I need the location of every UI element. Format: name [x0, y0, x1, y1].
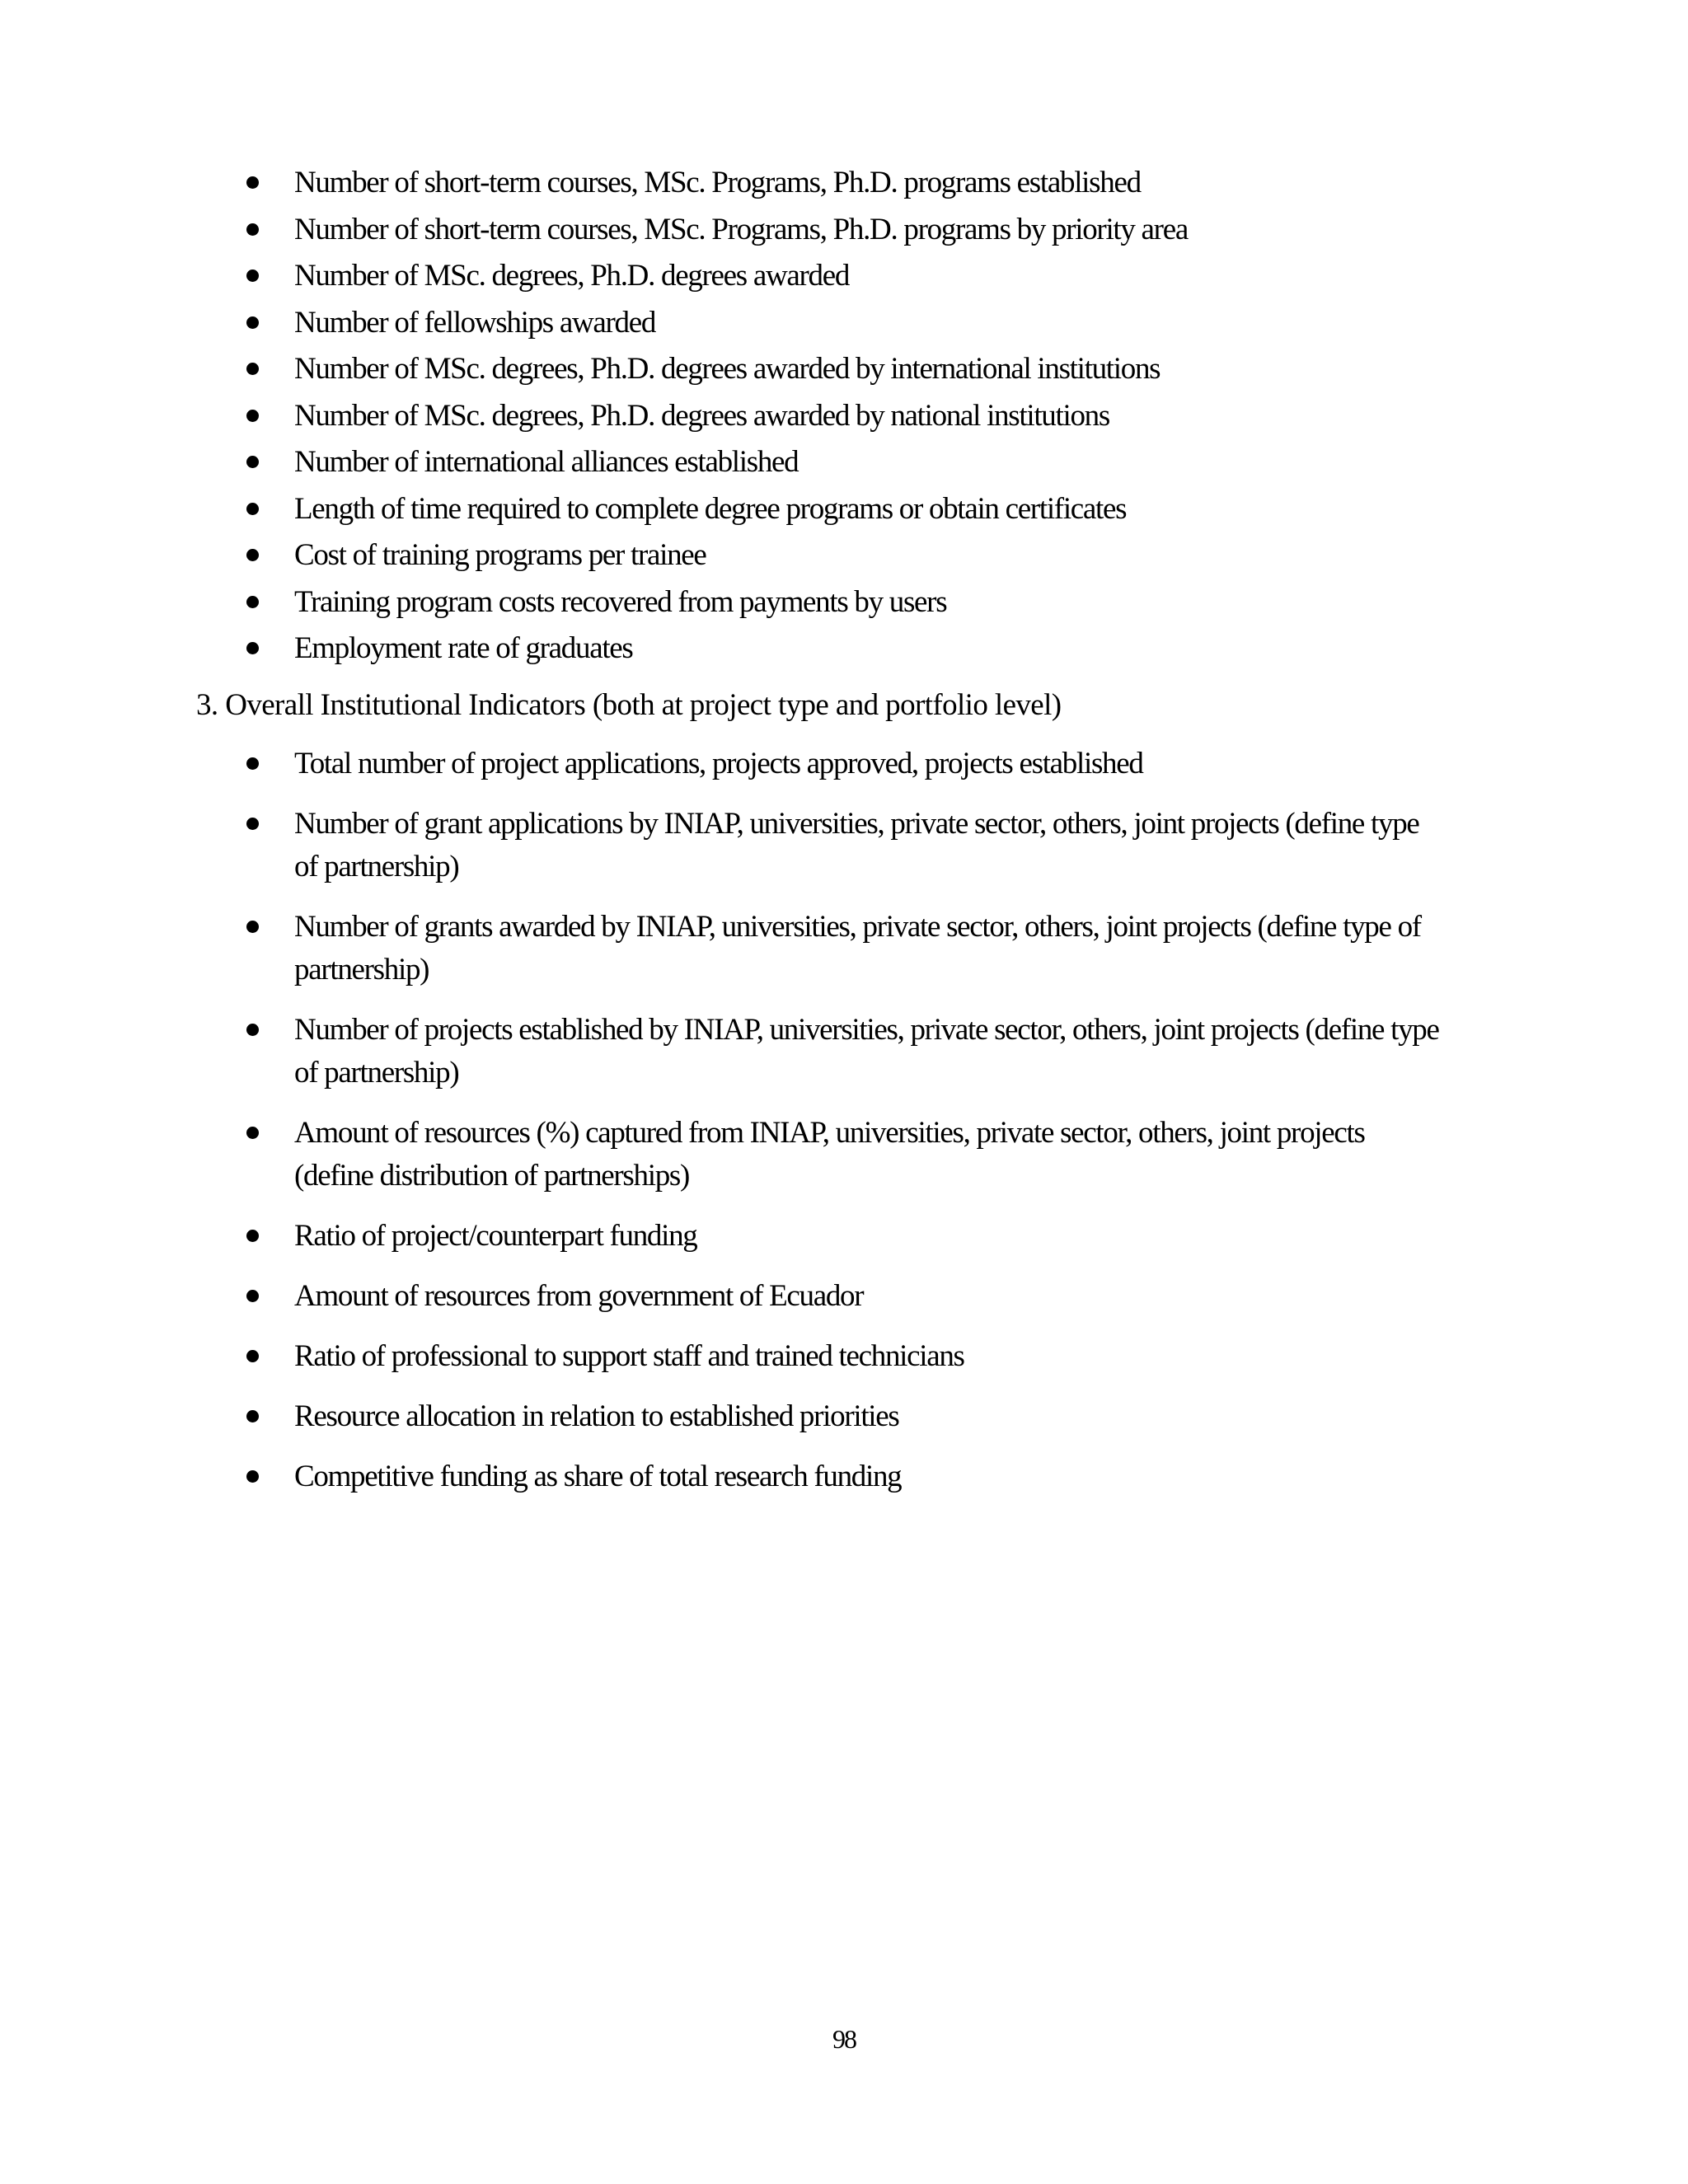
list-item-text: Number of projects established by INIAP, universities, private sector, others, joint projects (define type of partnership): [294, 1013, 1439, 1090]
list-item-text: Number of grant applications by INIAP, universities, private sector, others, joint projects (define type of partnership): [294, 807, 1419, 883]
list-item-text: Number of short-term courses, MSc. Programs, Ph.D. programs established: [294, 166, 1141, 199]
list-item: [0, 1009, 1688, 1094]
bullet-icon: [246, 1230, 259, 1242]
list-item-text: Number of MSc. degrees, Ph.D. degrees awarded: [294, 259, 850, 293]
list-item-text: Number of short-term courses, MSc. Programs, Ph.D. programs by priority area: [294, 212, 1188, 246]
bullet-icon: [246, 642, 259, 654]
section-heading: 3. Overall Institutional Indicators (both at project type and portfolio level): [196, 688, 1062, 722]
bullet-icon: [246, 503, 259, 515]
bullet-icon: [246, 1127, 259, 1139]
list-item-text: Number of MSc. degrees, Ph.D. degrees awarded by national institutions: [294, 398, 1109, 433]
list-item: [0, 1215, 1688, 1258]
list-item: [0, 488, 1688, 535]
list-item-text: Competitive funding as share of total research funding: [294, 1460, 902, 1493]
list-item: [0, 1335, 1688, 1378]
bullet-icon: [246, 596, 259, 608]
list-item: [0, 302, 1688, 349]
bullet-icon: [246, 757, 259, 770]
institutional-indicators-list: [0, 743, 1688, 1516]
list-item-text: Number of MSc. degrees, Ph.D. degrees awarded by international institutions: [294, 352, 1160, 386]
bullet-icon: [246, 456, 259, 468]
list-item: [0, 627, 1688, 674]
list-item-text: Ratio of project/counterpart funding: [294, 1219, 697, 1253]
list-item: [0, 255, 1688, 302]
list-item: [0, 348, 1688, 395]
list-item-text: Ratio of professional to support staff and trained technicians: [294, 1339, 964, 1373]
list-item: [0, 441, 1688, 488]
bullet-icon: [246, 223, 259, 236]
bullet-icon: [246, 1024, 259, 1036]
training-indicators-list: [0, 162, 1688, 674]
list-item-text: Amount of resources (%) captured from INIAP, universities, private sector, others, joint projects (define distribution of partnerships): [294, 1116, 1365, 1193]
list-item: [0, 395, 1688, 442]
bullet-icon: [246, 363, 259, 375]
list-item: [0, 803, 1688, 888]
bullet-icon: [246, 269, 259, 282]
list-item-text: Resource allocation in relation to established priorities: [294, 1399, 899, 1433]
bullet-icon: [246, 1290, 259, 1302]
bullet-icon: [246, 549, 259, 561]
list-item: [0, 209, 1688, 255]
bullet-icon: [246, 176, 259, 189]
list-item: [0, 1395, 1688, 1438]
list-item-text: Number of grants awarded by INIAP, universities, private sector, others, joint projects (define type of partnership): [294, 910, 1421, 987]
bullet-icon: [246, 410, 259, 422]
list-item: [0, 1112, 1688, 1197]
list-item-text: Employment rate of graduates: [294, 631, 633, 665]
list-item-text: Number of fellowships awarded: [294, 305, 656, 340]
bullet-icon: [246, 1470, 259, 1483]
page-number: 98: [832, 2024, 856, 2054]
bullet-icon: [246, 818, 259, 830]
list-item-text: Amount of resources from government of Ecuador: [294, 1279, 864, 1313]
bullet-icon: [246, 1410, 259, 1422]
list-item: [0, 581, 1688, 628]
list-item: [0, 906, 1688, 991]
bullet-icon: [246, 921, 259, 933]
list-item: [0, 162, 1688, 209]
list-item-text: Total number of project applications, projects approved, projects established: [294, 747, 1143, 780]
list-item: [0, 1275, 1688, 1318]
list-item: [0, 1455, 1688, 1498]
list-item-text: Length of time required to complete degree programs or obtain certificates: [294, 491, 1127, 526]
list-item-text: Training program costs recovered from payments by users: [294, 584, 947, 619]
bullet-icon: [246, 1350, 259, 1362]
list-item: [0, 743, 1688, 785]
bullet-icon: [246, 316, 259, 329]
list-item: [0, 534, 1688, 581]
list-item-text: Number of international alliances established: [294, 445, 799, 479]
list-item-text: Cost of training programs per trainee: [294, 538, 706, 572]
